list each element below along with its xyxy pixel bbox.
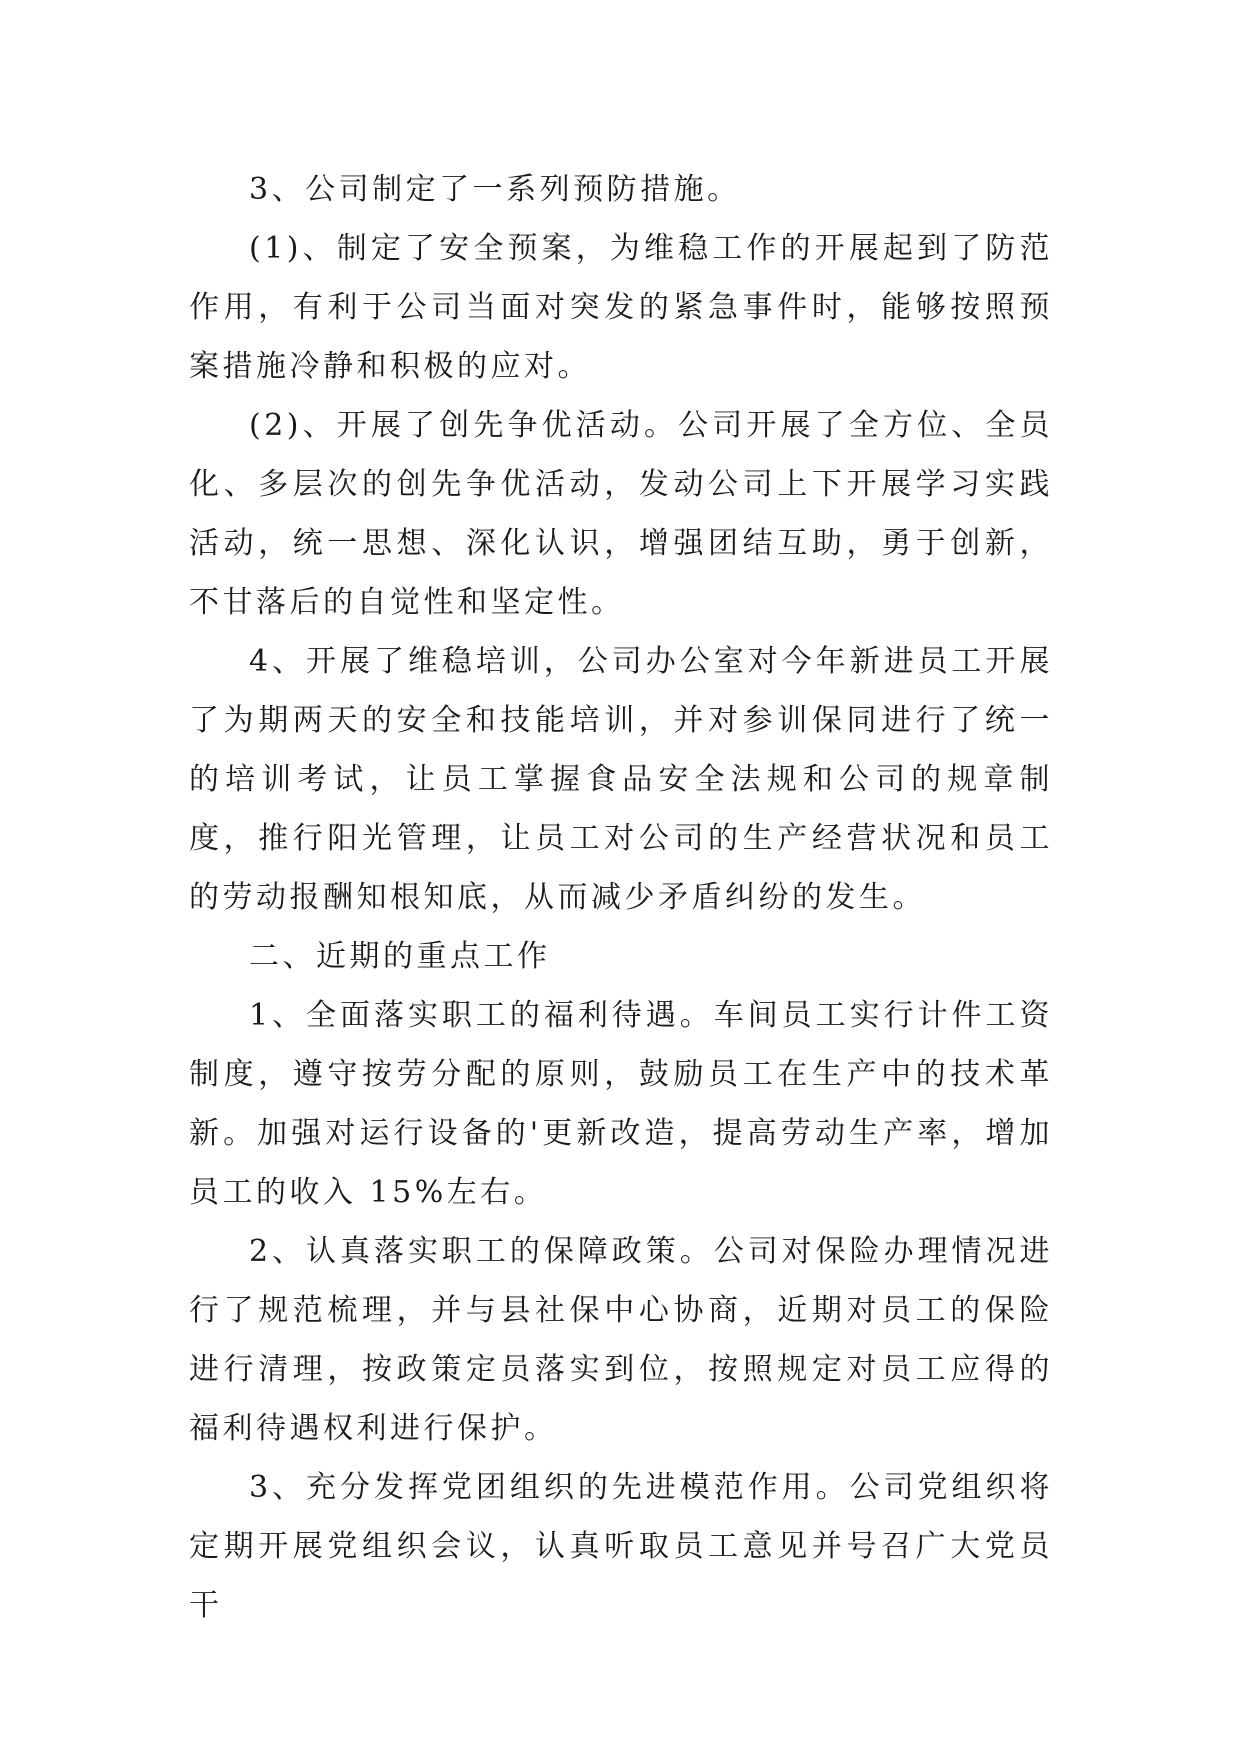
paragraph-stability-training: 4、开展了维稳培训，公司办公室对今年新进员工开展了为期两天的安全和技能培训，并对参训保同进行了统一的培训考试，让员工掌握食品安全法规和公司的规章制度，推行阳光管理，让员工对公司的生产经营状况和员工的劳动报酬知根知底，从而减少矛盾纠纷的发生。: [189, 644, 1053, 915]
paragraph-excellence-activity: (2)、开展了创先争优活动。公司开展了全方位、全员化、多层次的创先争优活动，发动公司上下开展学习实践活动，统一思想、深化认识，增强团结互助，勇于创新，不甘落后的自觉性和坚定性。: [189, 408, 1053, 620]
paragraph-party-organization: 3、充分发挥党团组织的先进模范作用。公司党组织将定期开展党组织会议，认真听取员工意见并号召广大党员干: [189, 1470, 1053, 1623]
paragraph-welfare-benefits: 1、全面落实职工的福利待遇。车间员工实行计件工资制度，遵守按劳分配的原则，鼓励员工在生产中的技术革新。加强对运行设备的'更新改造，提高劳动生产率，增加员工的收入 15%左右。: [189, 998, 1053, 1210]
document-body: [189, 160, 1053, 1635]
paragraph-security-policy: 2、认真落实职工的保障政策。公司对保险办理情况进行了规范梳理，并与县社保中心协商，近期对员工的保险进行清理，按政策定员落实到位，按照规定对员工应得的福利待遇权利进行保护。: [189, 1234, 1053, 1446]
paragraph-safety-plan: (1)、制定了安全预案，为维稳工作的开展起到了防范作用，有利于公司当面对突发的紧急事件时，能够按照预案措施冷静和积极的应对。: [189, 231, 1053, 384]
section-heading-recent-work: 二、近期的重点工作: [249, 939, 551, 974]
paragraph-prevention-measures: 3、公司制定了一系列预防措施。: [249, 172, 741, 207]
